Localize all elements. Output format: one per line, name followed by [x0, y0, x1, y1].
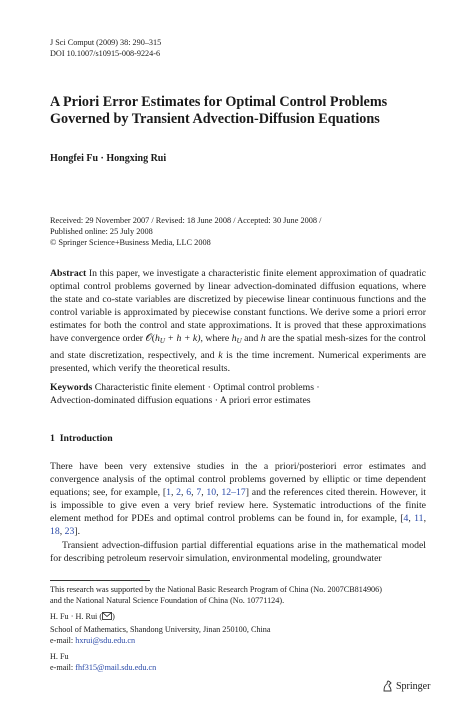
order-h: h [154, 333, 160, 345]
keywords [50, 381, 426, 407]
order-paren: ( [151, 333, 155, 345]
footnote-rule [50, 580, 150, 581]
history-dates: Received: 29 November 2007 / Revised: 18 June 2008 / Accepted: 30 June 2008 / [50, 216, 322, 225]
citation-link[interactable]: 1 [166, 487, 171, 499]
section-title: Introduction [59, 433, 113, 444]
abstract-text: , where [200, 333, 232, 345]
authors: Hongfei Fu · Hongxing Rui [50, 153, 167, 164]
journal-citation: J Sci Comput (2009) 38: 290–315 [50, 38, 162, 47]
keywords-line-2: Advection-dominated diffusion equations · A priori error estimates [50, 395, 311, 407]
author-fu: H. Fu [50, 652, 69, 662]
doi: DOI 10.1007/s10915-008-9224-6 [50, 49, 161, 58]
funding-line-2: and the National Natural Science Foundation of China (No. 10771124). [50, 596, 285, 606]
intro-paragraph-1: There have been very extensive studies in the a priori/posteriori error estimates and convergence analysis of the optimal control problems governed by elliptic or time dependent equations; see, for example, [1, 2, 6, 7, 10, 12–17] and the references cited therein. However, it is impossible to give even a very brief review here. Systematic introductions of the finite element method for PDEs and optimal control problems can be found in, for example, [4, 11, 18, 23]. [50, 461, 427, 538]
citation-link[interactable]: 10 [206, 487, 217, 499]
citation-link[interactable]: 6 [186, 487, 192, 499]
intro-body [50, 460, 426, 565]
publisher-name: Springer [396, 680, 431, 692]
paper-title [50, 94, 435, 128]
citation-link[interactable]: 18 [50, 526, 60, 538]
order-h-sub: U [159, 337, 165, 346]
title-line-2: Governed by Transient Advection-Diffusion Equations [50, 111, 380, 127]
section-number: 1 [50, 433, 55, 444]
abstract [50, 267, 426, 375]
email-link-fu[interactable]: fhf315@mail.sdu.edu.cn [75, 663, 157, 673]
published-online: Published online: 25 July 2008 [50, 227, 153, 237]
article-history [50, 215, 321, 249]
citation-link[interactable]: 4 [403, 513, 409, 525]
email-link-rui[interactable]: hxrui@sdu.edu.cn [75, 635, 136, 645]
citation-link[interactable]: 23 [64, 526, 75, 538]
intro-paragraph-2: Transient advection-diffusion partial differential equations arise in the mathematical model for describing petroleum reservoir simulation, environmental modeling, groundwater [50, 539, 426, 564]
abstract-text: are the spatial mesh-sizes for the control and state discretization, respectively, and [50, 333, 427, 361]
abstract-text: is the time increment. Numerical experiments are presented, which verify the theoretical results. [50, 349, 426, 374]
springer-horse-icon [382, 680, 393, 692]
citation-link[interactable]: 12–17 [221, 487, 246, 499]
abstract-text: and [241, 333, 261, 345]
corresponding-authors: H. Fu · H. Rui ( ) [50, 611, 430, 623]
keywords-line-1: Characteristic finite element · Optimal control problems · [92, 382, 320, 393]
publisher-logo [382, 680, 430, 692]
footnotes [50, 584, 430, 673]
citation-link[interactable]: 7 [196, 487, 202, 499]
email-line-2: e-mail: fhf315@mail.sdu.edu.cn [50, 663, 157, 673]
email-line-1: e-mail: hxrui@sdu.edu.cn [50, 635, 136, 645]
copyright: © Springer Science+Business Media, LLC 2008 [50, 238, 211, 248]
var-hu-sub: U [236, 337, 242, 346]
funding-line-1: This research was supported by the National Basic Research Program of China (No. 2007CB814906) [50, 585, 382, 594]
order-rest: + h + k) [164, 333, 201, 345]
keywords-label: Keywords [50, 382, 93, 393]
citation-link[interactable]: 2 [176, 487, 182, 499]
abstract-label: Abstract [50, 268, 87, 279]
citation-link[interactable]: 11 [414, 513, 424, 525]
var-k: k [218, 349, 223, 361]
affiliation: School of Mathematics, Shandong University, Jinan 250100, China [50, 624, 271, 634]
var-h: h [260, 333, 266, 345]
var-hu: h [231, 333, 237, 345]
abstract-text: In this paper, we investigate a characteristic finite element approximation of quadratic optimal control problems governed by linear advection-dominated diffusion equations, where the state and co-state variables are discretized by piecewise linear continuous functions and the control variable is approximated by piecewise constant functions. We derive some a priori error estimates for both the control and state approximations. It is proved that these approximations have convergence order [50, 268, 426, 345]
section-heading [50, 433, 113, 444]
journal-header [50, 37, 161, 59]
title-line-1: A Priori Error Estimates for Optimal Control Problems [50, 94, 388, 110]
envelope-icon [102, 612, 112, 623]
order-symbol: 𝒪 [145, 333, 152, 345]
